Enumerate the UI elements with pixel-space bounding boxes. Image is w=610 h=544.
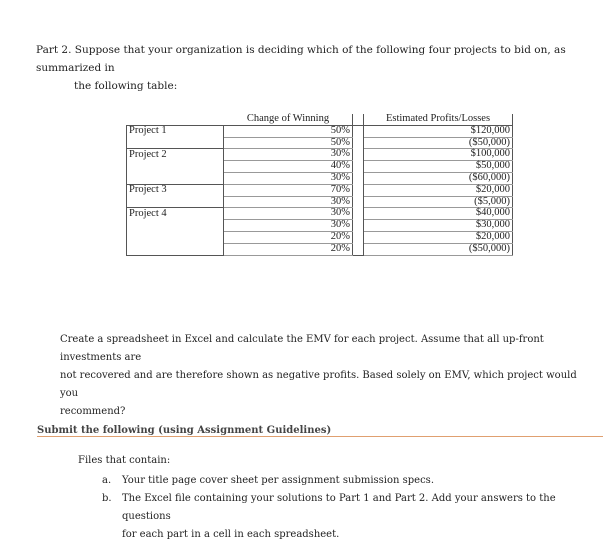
projects-table	[126, 114, 513, 256]
intro-line-1: Part 2. Suppose that your organization is deciding which of the following four projects to bid on, as summarized in	[36, 44, 566, 74]
cell-project: Project 4	[127, 208, 224, 220]
cell-project	[127, 137, 224, 149]
cell-chance: 50%	[224, 125, 353, 137]
list-item	[102, 472, 602, 490]
list-marker: a.	[102, 475, 112, 486]
files-label: Files that contain:	[78, 455, 171, 466]
cell-profit: $20,000	[364, 231, 513, 243]
cell-profit: $50,000	[364, 161, 513, 173]
cell-chance: 50%	[224, 137, 353, 149]
cell-project	[127, 231, 224, 243]
intro-paragraph	[36, 41, 596, 95]
cell-profit: $100,000	[364, 149, 513, 161]
list-item-continuation	[102, 526, 602, 544]
cell-project	[127, 243, 224, 255]
cell-chance: 30%	[224, 196, 353, 208]
header-chance-of-winning: Change of Winning	[224, 114, 353, 125]
table-row	[127, 208, 513, 220]
cell-chance: 30%	[224, 208, 353, 220]
list-marker: b.	[102, 493, 112, 504]
cell-profit: $30,000	[364, 220, 513, 232]
cell-profit: $20,000	[364, 184, 513, 196]
cell-project: Project 1	[127, 125, 224, 137]
table-row	[127, 137, 513, 149]
table-header-row	[127, 114, 513, 125]
cell-project	[127, 172, 224, 184]
cell-chance: 40%	[224, 161, 353, 173]
cell-chance: 20%	[224, 243, 353, 255]
list-item-text: Your title page cover sheet per assignment submission specs.	[122, 475, 434, 486]
table-row	[127, 161, 513, 173]
table-row	[127, 196, 513, 208]
cell-profit: ($5,000)	[364, 196, 513, 208]
cell-chance: 70%	[224, 184, 353, 196]
cell-profit: $40,000	[364, 208, 513, 220]
list-item-text: The Excel file containing your solutions to Part 1 and Part 2. Add your answers to the questions	[122, 493, 556, 522]
cell-project	[127, 220, 224, 232]
table-row	[127, 184, 513, 196]
header-project	[127, 114, 224, 125]
list-item-text: for each part in a cell in each spreadsheet.	[122, 529, 340, 540]
instructions-paragraph	[60, 331, 592, 421]
cell-chance: 20%	[224, 231, 353, 243]
table-row	[127, 172, 513, 184]
table-row	[127, 125, 513, 137]
cell-profit: ($60,000)	[364, 172, 513, 184]
table-row	[127, 149, 513, 161]
cell-profit: ($50,000)	[364, 137, 513, 149]
cell-project: Project 3	[127, 184, 224, 196]
instructions-line-3: recommend?	[60, 406, 126, 417]
table-row	[127, 231, 513, 243]
instructions-line-1: Create a spreadsheet in Excel and calculate the EMV for each project. Assume that all up-front investments are	[60, 334, 544, 363]
cell-profit: $120,000	[364, 125, 513, 137]
cell-project: Project 2	[127, 149, 224, 161]
table-row	[127, 220, 513, 232]
heading-rule	[37, 436, 603, 437]
cell-project	[127, 161, 224, 173]
cell-chance: 30%	[224, 220, 353, 232]
list-item	[102, 490, 602, 526]
cell-profit: ($50,000)	[364, 243, 513, 255]
cell-chance: 30%	[224, 149, 353, 161]
submission-list	[102, 472, 602, 544]
table-row	[127, 243, 513, 255]
header-estimated-profits: Estimated Profits/Losses	[364, 114, 513, 125]
cell-project	[127, 196, 224, 208]
cell-chance: 30%	[224, 172, 353, 184]
intro-line-2: the following table:	[74, 80, 178, 92]
instructions-line-2: not recovered and are therefore shown as negative profits. Based solely on EMV, which project would you	[60, 370, 577, 399]
submit-heading: Submit the following (using Assignment Guidelines)	[37, 425, 332, 436]
